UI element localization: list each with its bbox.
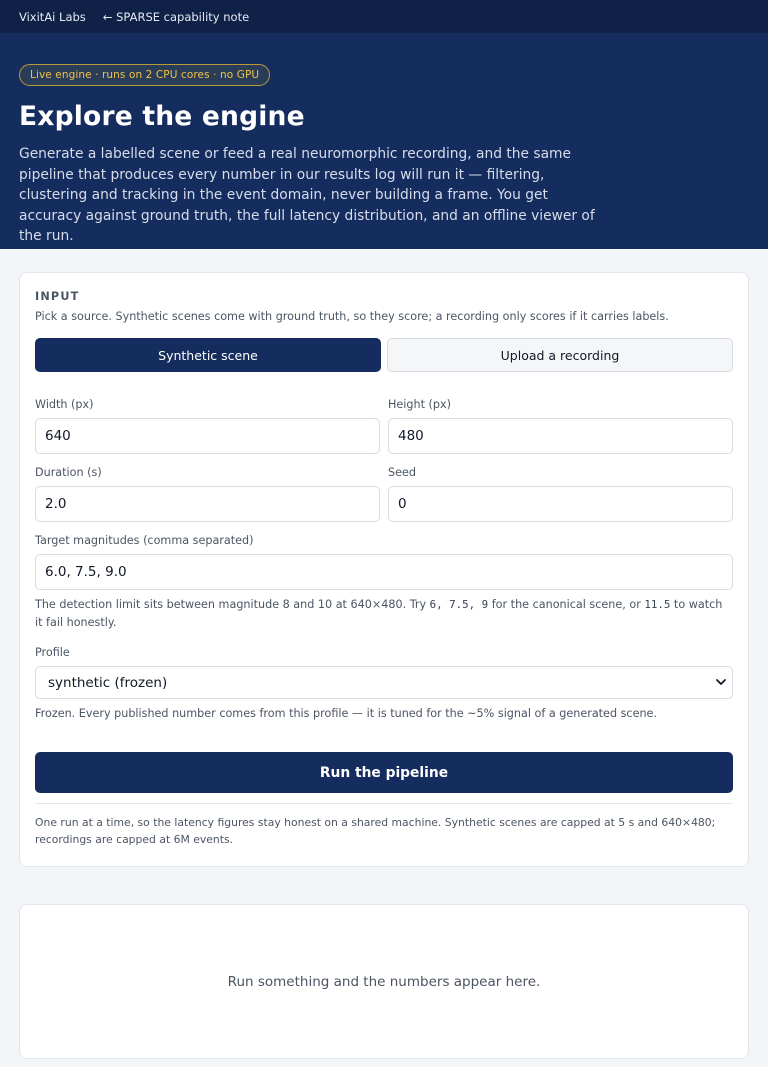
seed-label: Seed [388,466,416,479]
width-label: Width (px) [35,398,94,411]
duration-label: Duration (s) [35,466,102,479]
height-input[interactable] [388,418,733,454]
width-group [35,398,380,454]
seed-group [388,466,733,522]
height-group [388,398,733,454]
hero-description: Generate a labelled scene or feed a real neuromorphic recording, and the same pipeline that produces every number in our results log will run it — filtering, clustering and tracking in the event domain, never building a frame. You get accuracy against ground truth, the full latency distribution, and an offline viewer of the run. [19,146,595,244]
magnitudes-hint: The detection limit sits between magnitude 8 and 10 at 640×480. Try 6, 7.5, 9 for the canonical scene, or 11.5 to watch it fail honestly. [35,598,723,629]
live-engine-badge: Live engine · runs on 2 CPU cores · no GPU [19,64,270,86]
magnitudes-group [35,534,733,632]
tab-upload-recording[interactable]: Upload a recording [387,338,733,372]
seed-input[interactable] [388,486,733,522]
fail-magnitude-code: 11.5 [644,598,671,611]
profile-hint: Frozen. Every published number comes from this profile — it is tuned for the ~5% signal of a generated scene. [35,707,657,720]
brand-link[interactable]: VixitAi Labs [19,9,86,24]
page-title: Explore the engine [19,101,305,132]
input-section-desc: Pick a source. Synthetic scenes come with ground truth, so they score; a recording only scores if it carries labels. [35,310,669,323]
duration-group [35,466,380,522]
results-card [19,904,749,1059]
profile-label: Profile [35,646,70,659]
top-nav [0,0,768,33]
duration-input[interactable] [35,486,380,522]
run-pipeline-button[interactable]: Run the pipeline [35,752,733,793]
profile-select-value[interactable]: synthetic (frozen) [35,666,733,699]
input-card [19,272,749,867]
back-link[interactable]: ← SPARSE capability note [102,9,250,24]
hero [0,33,768,249]
chevron-down-icon [715,676,727,688]
duration-seed-fields [35,466,733,522]
canonical-magnitudes-code: 6, 7.5, 9 [429,598,489,611]
results-placeholder: Run something and the numbers appear here. [227,973,541,990]
profile-group [35,646,733,723]
divider [35,803,733,804]
profile-select[interactable] [35,666,733,699]
source-tabs [35,338,733,372]
run-footnote: One run at a time, so the latency figures stay honest on a shared machine. Synthetic scenes are capped at 5 s and 640×480; recordings are capped at 6M events. [35,816,716,846]
dimension-fields [35,398,733,454]
magnitudes-label: Target magnitudes (comma separated) [35,534,254,547]
input-section-title: INPUT [35,290,80,303]
width-input[interactable] [35,418,380,454]
tab-synthetic-scene[interactable]: Synthetic scene [35,338,381,372]
magnitudes-input[interactable] [35,554,733,590]
height-label: Height (px) [388,398,451,411]
